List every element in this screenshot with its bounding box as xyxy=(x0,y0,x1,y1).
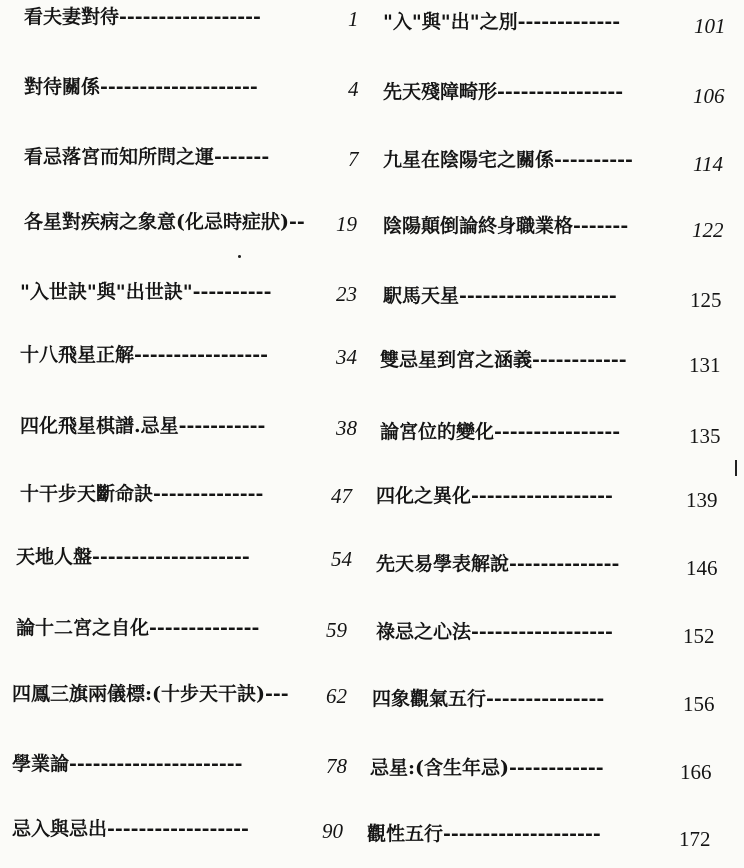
toc-entry-title: 十干步天斷命訣-------------- xyxy=(20,483,264,505)
toc-entry-title: 忌入與忌出------------------ xyxy=(12,818,249,840)
toc-entry-page: 47 xyxy=(331,484,352,508)
scan-mark xyxy=(735,460,737,476)
toc-entry-title: 四化飛星棋譜.忌星----------- xyxy=(20,415,266,437)
toc-entry-page: 106 xyxy=(693,84,725,108)
toc-entry-page: 62 xyxy=(326,684,347,708)
toc-entry-title: 陰陽顛倒論終身職業格------- xyxy=(383,215,629,237)
toc-entry-title: 看忌落宮而知所問之運------- xyxy=(24,146,270,168)
toc-entry-page: 34 xyxy=(336,345,357,369)
toc-entry-title: 對待關係-------------------- xyxy=(24,76,258,98)
toc-entry-page: 125 xyxy=(690,288,722,312)
toc-entry-page: 166 xyxy=(680,760,712,784)
toc-entry-page: 90 xyxy=(322,819,343,843)
toc-entry-title: 先天殘障畸形---------------- xyxy=(383,81,624,103)
toc-entry-page: 23 xyxy=(336,282,357,306)
toc-entry-page: 78 xyxy=(326,754,347,778)
toc-entry-page: 7 xyxy=(348,147,359,171)
toc-entry-page: 122 xyxy=(692,218,724,242)
toc-entry-title: 忌星:(含生年忌)------------ xyxy=(370,757,604,779)
scan-mark xyxy=(238,255,241,258)
toc-entry-page: 131 xyxy=(689,353,721,377)
toc-entry-title: 四象觀氣五行--------------- xyxy=(372,688,605,710)
toc-entry-page: 38 xyxy=(336,416,357,440)
toc-entry-page: 146 xyxy=(686,556,718,580)
toc-entry-title: 十八飛星正解----------------- xyxy=(20,344,269,366)
toc-entry-title: 駅馬天星-------------------- xyxy=(383,285,617,307)
toc-entry-title: 四化之異化------------------ xyxy=(376,485,613,507)
toc-entry-page: 59 xyxy=(326,618,347,642)
toc-entry-page: 135 xyxy=(689,424,721,448)
toc-entry-page: 54 xyxy=(331,547,352,571)
toc-entry-page: 156 xyxy=(683,692,715,716)
toc-entry-title: 祿忌之心法------------------ xyxy=(376,621,613,643)
toc-entry-title: 先天易學表解說-------------- xyxy=(376,553,620,575)
toc-entry-title: 論宮位的變化---------------- xyxy=(380,421,621,443)
toc-entry-title: 九星在陰陽宅之關係---------- xyxy=(383,149,633,171)
toc-entry-page: 1 xyxy=(348,7,359,31)
toc-entry-title: 看夫妻對待------------------ xyxy=(24,6,261,28)
toc-entry-page: 4 xyxy=(348,77,359,101)
toc-entry-title: 四鳳三旗兩儀標:(十步天干訣)--- xyxy=(12,683,289,705)
toc-entry-page: 139 xyxy=(686,488,718,512)
toc-entry-title: 論十二宮之自化-------------- xyxy=(16,617,260,639)
toc-entry-title: 各星對疾病之象意(化忌時症狀)-- xyxy=(24,211,305,233)
toc-entry-page: 172 xyxy=(679,827,711,851)
toc-entry-title: "入世訣"與"出世訣"---------- xyxy=(20,281,272,303)
toc-entry-title: 雙忌星到宮之涵義------------ xyxy=(380,349,627,371)
toc-entry-page: 152 xyxy=(683,624,715,648)
toc-entry-page: 19 xyxy=(336,212,357,236)
toc-entry-title: 學業論---------------------- xyxy=(12,753,243,775)
toc-entry-title: "入"與"出"之別------------- xyxy=(383,11,621,33)
toc-entry-title: 天地人盤-------------------- xyxy=(16,546,250,568)
toc-entry-title: 觀性五行-------------------- xyxy=(367,823,601,845)
toc-entry-page: 114 xyxy=(693,152,723,176)
toc-entry-page: 101 xyxy=(694,14,726,38)
